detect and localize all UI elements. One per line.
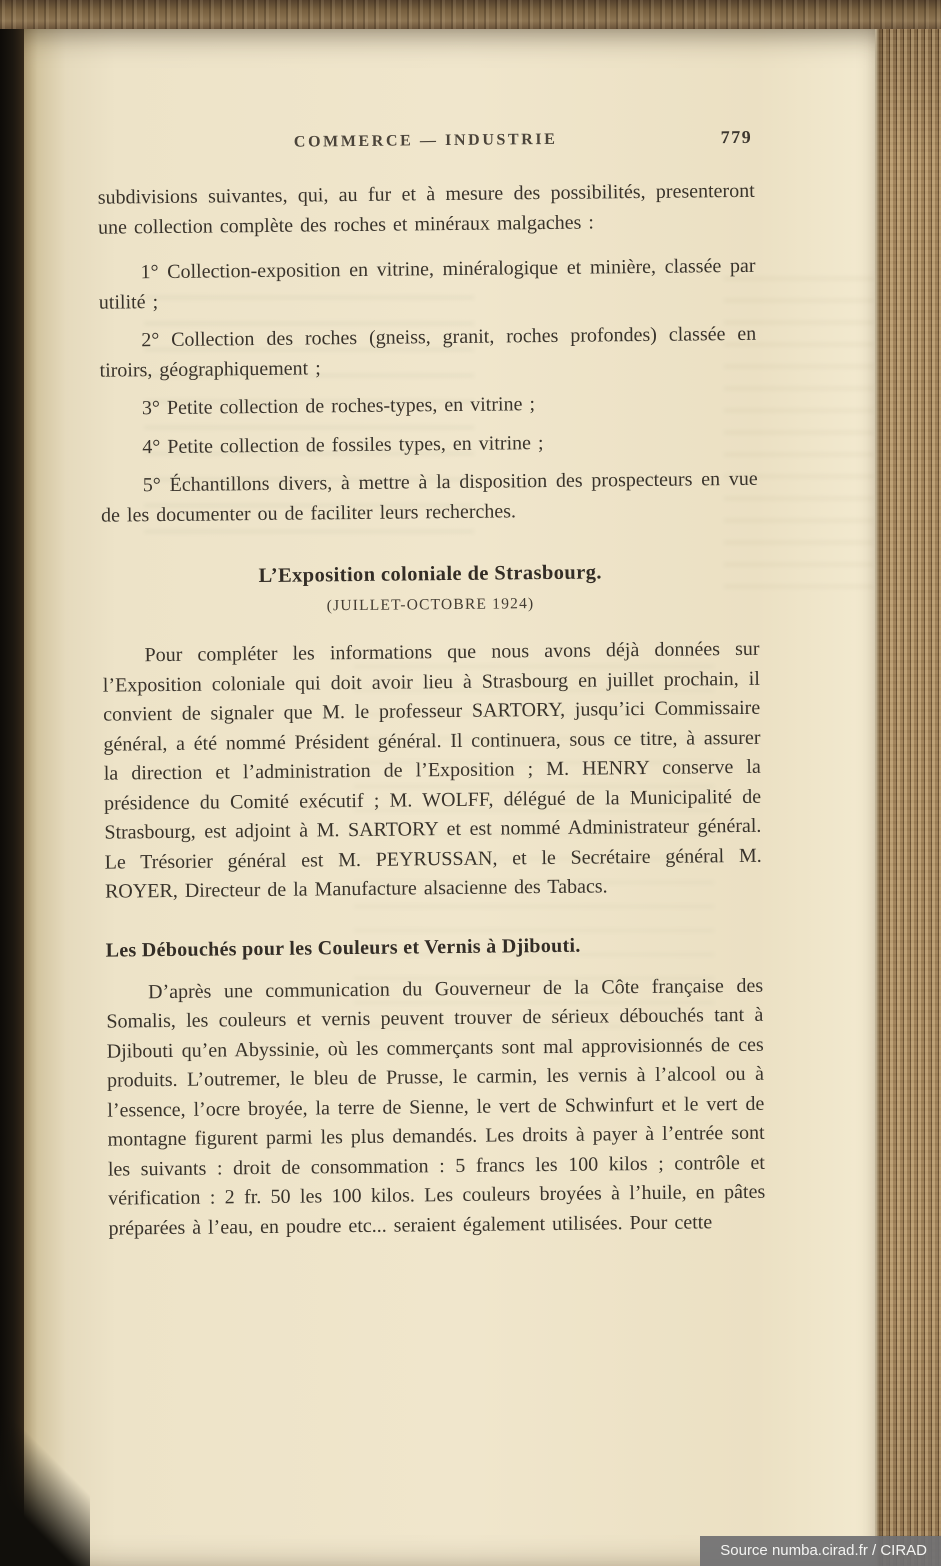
source-attribution [700,1536,941,1566]
list-item-2: 2° Collection des roches (gneiss, granit, roches profondes) classée en tiroirs, géographiquement ; [99,322,757,382]
section-title-exposition-strasbourg: L’Exposition coloniale de Strasbourg. [258,561,602,588]
page-content [24,24,891,1566]
scanned-page [24,28,875,1566]
paragraph-exposition-strasbourg: Pour compléter les informations que nous avons déjà données sur l’Exposition coloniale qui doit avoir lieu à Strasbourg en juillet prochain, il convient de signaler que M. le professeur SARTORY, jusqu’ici Commissaire général, a été nommé Président général. Il continuera, sous ce titre, à assurer la direction et l’administration de l’Exposition ; M. HENRY conserve la présidence du Comité exécutif ; M. WOLFF, délégué de la Municipalité de Strasbourg, est adjoint à M. SARTORY et est nommé Administrateur général. Le Trésorier général est M. PEYRUSSAN, et le Secrétaire général M. ROYER, Directeur de la Manufacture alsacienne des Tabacs. [102,637,762,903]
list-item-5: 5° Échantillons divers, à mettre à la disposition des prospecteurs en vue de les documenter ou de faciliter leurs recherches. [100,467,758,527]
paragraph-debouches-djibouti: D’après une communication du Gouverneur de la Côte française des Somalis, les couleurs et vernis peuvent trouver de sérieux débouchés tant à Djibouti qu’en Abyssinie, où les commerçants sont mal approvisionnés de ces produits. L’outremer, le bleu de Prusse, le carmin, les vernis à l’alcool ou à l’essence, l’ocre broyée, la terre de Sienne, le vert de Schwinfurt et le vert de montagne figurent parmi les plus demandés. Les droits à payer à l’entrée sont les suivants : droit de consommation : 5 francs les 100 kilos ; contrôle et vérification : 2 fr. 50 les 100 kilos. Les couleurs broyées à l’huile, en pâtes préparées à l’eau, en poudre etc... seraient également utilisées. Pour cette [106,974,766,1240]
page-number: 779 [720,126,753,148]
running-head-title: COMMERCE — INDUSTRIE [293,130,558,151]
source-attribution-text: Source numba.cirad.fr / CIRAD [720,1542,927,1559]
list-item-4: 4° Petite collection de fossiles types, en vitrine ; [142,431,544,458]
running-head [97,126,754,154]
book-top-edge [0,0,941,29]
section-title-debouches-djibouti: Les Débouchés pour les Couleurs et Vernis à Djibouti. [105,934,581,962]
book-spine [0,0,24,1566]
list-item-3: 3° Petite collection de roches-types, en vitrine ; [141,393,536,420]
book-spine-bottom-shadow [0,1396,90,1566]
section-subtitle-date: (JUILLET-OCTOBRE 1924) [326,595,535,615]
paragraph-continuation: subdivisions suivantes, qui, au fur et à mesure des possibilités, presenteront une collection complète des roches et minéraux malgaches : [97,179,755,239]
list-item-1: 1° Collection-exposition en vitrine, minéralogique et minière, classée par utilité ; [98,254,756,314]
book-fore-edge [875,0,941,1566]
